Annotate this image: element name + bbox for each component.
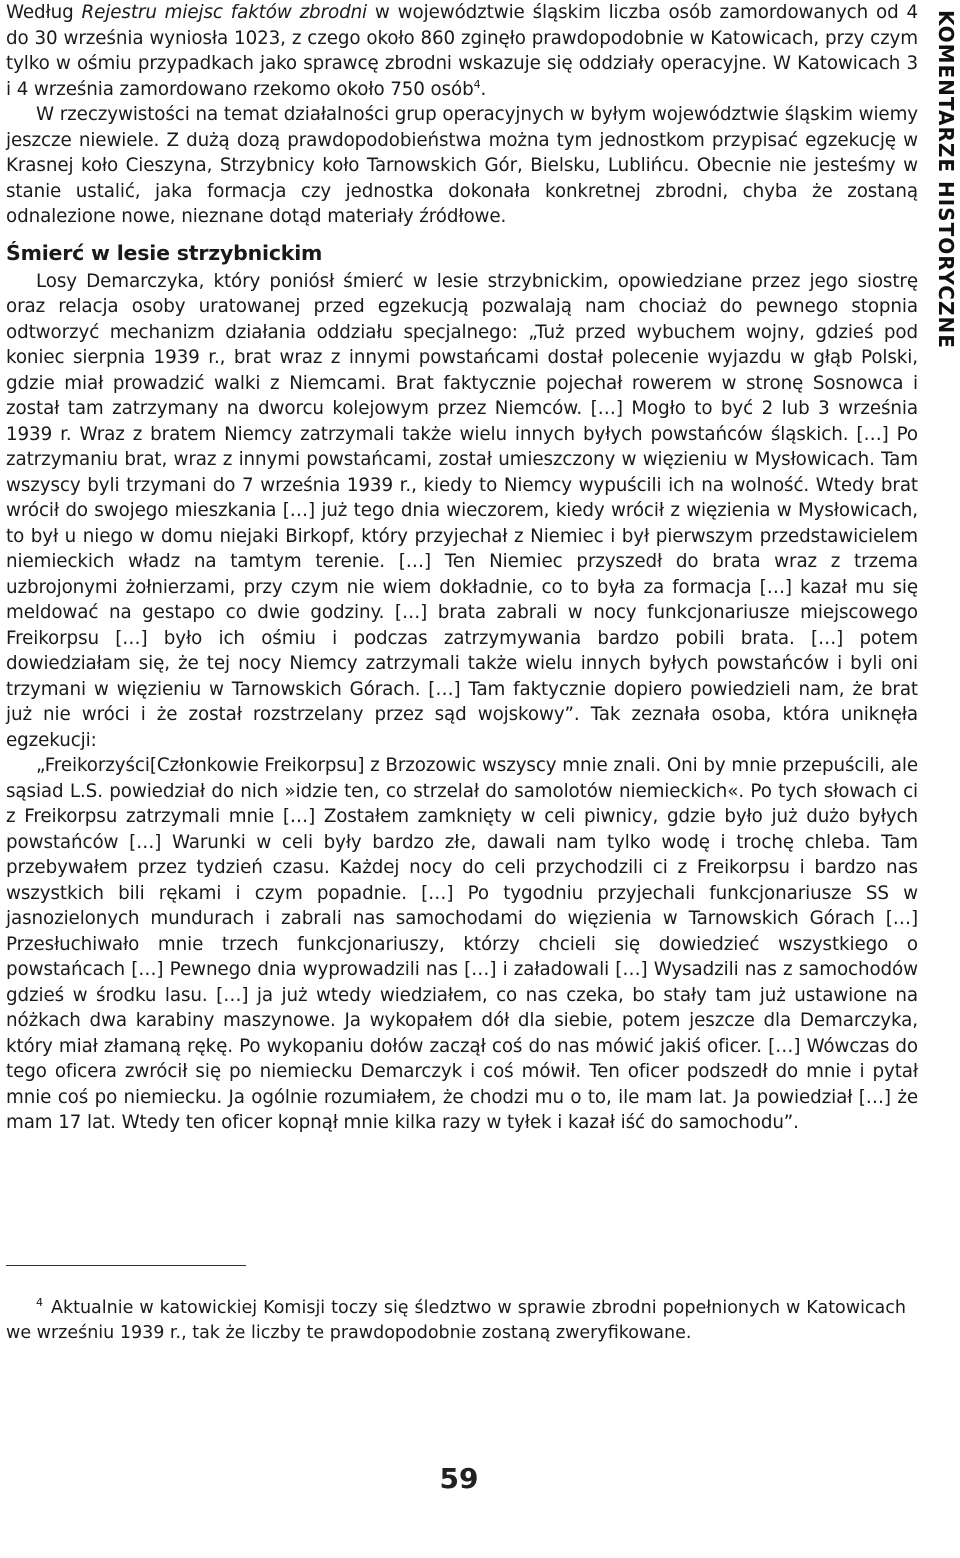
footnote-number: 4 [36,1296,43,1310]
paragraph-testimony: „Freikorzyści[Członkowie Freikorpsu] z Brzozowic wszyscy mnie znali. Oni by mnie przepuścili, ale sąsiad L.S. powiedział do nich »idzie ten, co strzelał do samolotów niemieckich«. Po tych słowach ci z Freikorpsu zatrzymali mnie […] Zostałem zamknięty w celi piwnicy, gdzie było już dużo byłych powstańców […] Warunki w celi były bardzo złe, dawali nam tylko wodę i trochę chleba. Tam przebywałem przez tydzień czasu. Każdej nocy do celi przychodzili ci z Freikorpsu i bardzo nas wszystkich bili rękami i czym popadnie. […] Po tygodniu przyjechali funkcjonariusze SS w jasnozielonych mundurach i zabrali nas samochodami do więzienia w Tarnowskich Górach […] Przesłuchiwało mnie trzech funkcjonariuszy, którzy chcieli się dowiedzieć wszystkiego o powstańcach […] Pewnego dnia wyprowadzili nas […] i załadowali […] Wysadzili nas z samochodów gdzieś w środku lasu. […] ja już wtedy wiedziałem, co nas czeka, bo stały tam już ustawione na nóżkach dwa karabiny maszynowe. Ja wykopałem dół dla siebie, potem jeszcze dla Demarczyka, który miał złamaną rękę. Po wykopaniu dołów zaczął coś do nas mówić jakiś oficer. […] Wówczas do tego oficera zwrócił się po niemiecku Demarczyk i coś mówił. Ten oficer podszedł do mnie i pytał mnie coś po niemiecku. Ja ogólnie rozumiałem, że chodzi mu o to, ile mam lat. Ja powiedział […] że mam 17 lat. Wtedy ten oficer kopnął mnie kilka razy w tyłek i kazał iść do samochodu”. [6,755,918,1133]
footnote-divider [6,1265,246,1266]
footnote [6,1296,906,1346]
paragraph-registry: Według Rejestru miejsc faktów zbrodni w województwie śląskim liczba osób zamordowanych od 4 do 30 września wyniosła 1023, z czego około 860 zginęło prawdopodobnie w Katowicach, przy czym tylko w ośmiu przypadkach jako sprawcę zbrodni wskazuje się oddziały operacyjne. W Katowicach 3 i 4 września zamordowano rzekomo około 750 osób$^4$. [6,2,919,100]
registry-title: Rejestru miejsc faktów zbrodni [81,2,368,23]
section-heading: Śmierć w lesie strzybnickim [6,240,323,265]
footnote-text: Aktualnie w katowickiej Komisji toczy się śledztwo w sprawie zbrodni popełnionych w Katowicach we wrześniu 1939 r., tak że liczby te prawdopodobnie zostaną zweryfikowane. [6,1298,906,1343]
side-section-label: KOMENTARZE HISTORYCZNE [934,10,958,349]
page-number: 59 [439,1462,479,1495]
paragraph-operational-groups: W rzeczywistości na temat działalności grup operacyjnych w byłym województwie śląskim wiemy jeszcze niewiele. Z dużą dozą prawdopodobieństwa można tym jednostkom przypisać egzekucję w Krasnej koło Cieszyna, Strzybnicy koło Tarnowskich Gór, Bielsku, Lublińcu. Obecnie nie jesteśmy w stanie ustalić, jaka formacja czy jednostka dokonała konkretnej zbrodni, chyba że zostaną odnalezione nowe, nieznane dotąd materiały źródłowe. [6,104,918,227]
article-body [6,0,918,1136]
paragraph-demarczyk: Losy Demarczyka, który poniósł śmierć w lesie strzybnickim, opowiedziane przez jego siostrę oraz relacja osoby uratowanej przed egzekucją pozwalają nam chociaż do pewnego stopnia odtworzyć mechanizm działania oddziału specjalnego: „Tuż przed wybuchem wojny, gdzieś pod koniec sierpnia 1939 r., brat wraz z innymi powstańcami dostał polecenie wyjazdu w głąb Polski, gdzie miał prowadzić walki z Niemcami. Brat faktycznie pojechał rowerem w stronę Sosnowca i został tam zatrzymany na dworcu kolejowym przez Niemców. […] Mogło to być 2 lub 3 września 1939 r. Wraz z bratem Niemcy zatrzymali także wielu innych byłych powstańców śląskich. […] Po zatrzymaniu brat, wraz z innymi powstańcami, został umieszczony w więzieniu w Mysłowicach. Tam wszyscy byli trzymani do 7 września 1939 r., kiedy to Niemcy wypuścili ich na wolność. Wtedy brat wrócił do swojego mieszkania […] już tego dnia wieczorem, kiedy wrócił z więzienia w Mysłowicach, to był u niego w domu niejaki Birkopf, który przyjechał z Niemiec i był pierwszym przedstawicielem niemieckich władz na tamtym terenie. […] Ten Niemiec przyszedł do brata wraz z trzema uzbrojonymi żołnierzami, przy czym nie wiem dokładnie, co to była za formacja […] kazał mu się meldować na gestapo co dwie godziny. […] brata zabrali w nocy funkcjonariusze miejscowego Freikorpsu […] było ich ośmiu i podczas zatrzymywania bardzo pobili brata. […] potem dowiedziałam się, że tej nocy Niemcy zatrzymali także wielu innych byłych powstańców i byli oni trzymani w więzieniu w Tarnowskich Górach. […] Tam faktycznie dopiero powiedzieli nam, że brat już nie wróci i że został rozstrzelany przez sąd wojskowy”. Tak zeznała osoba, która uniknęła egzekucji: [6,270,918,751]
footnote-reference[interactable]: 4 [473,77,481,91]
